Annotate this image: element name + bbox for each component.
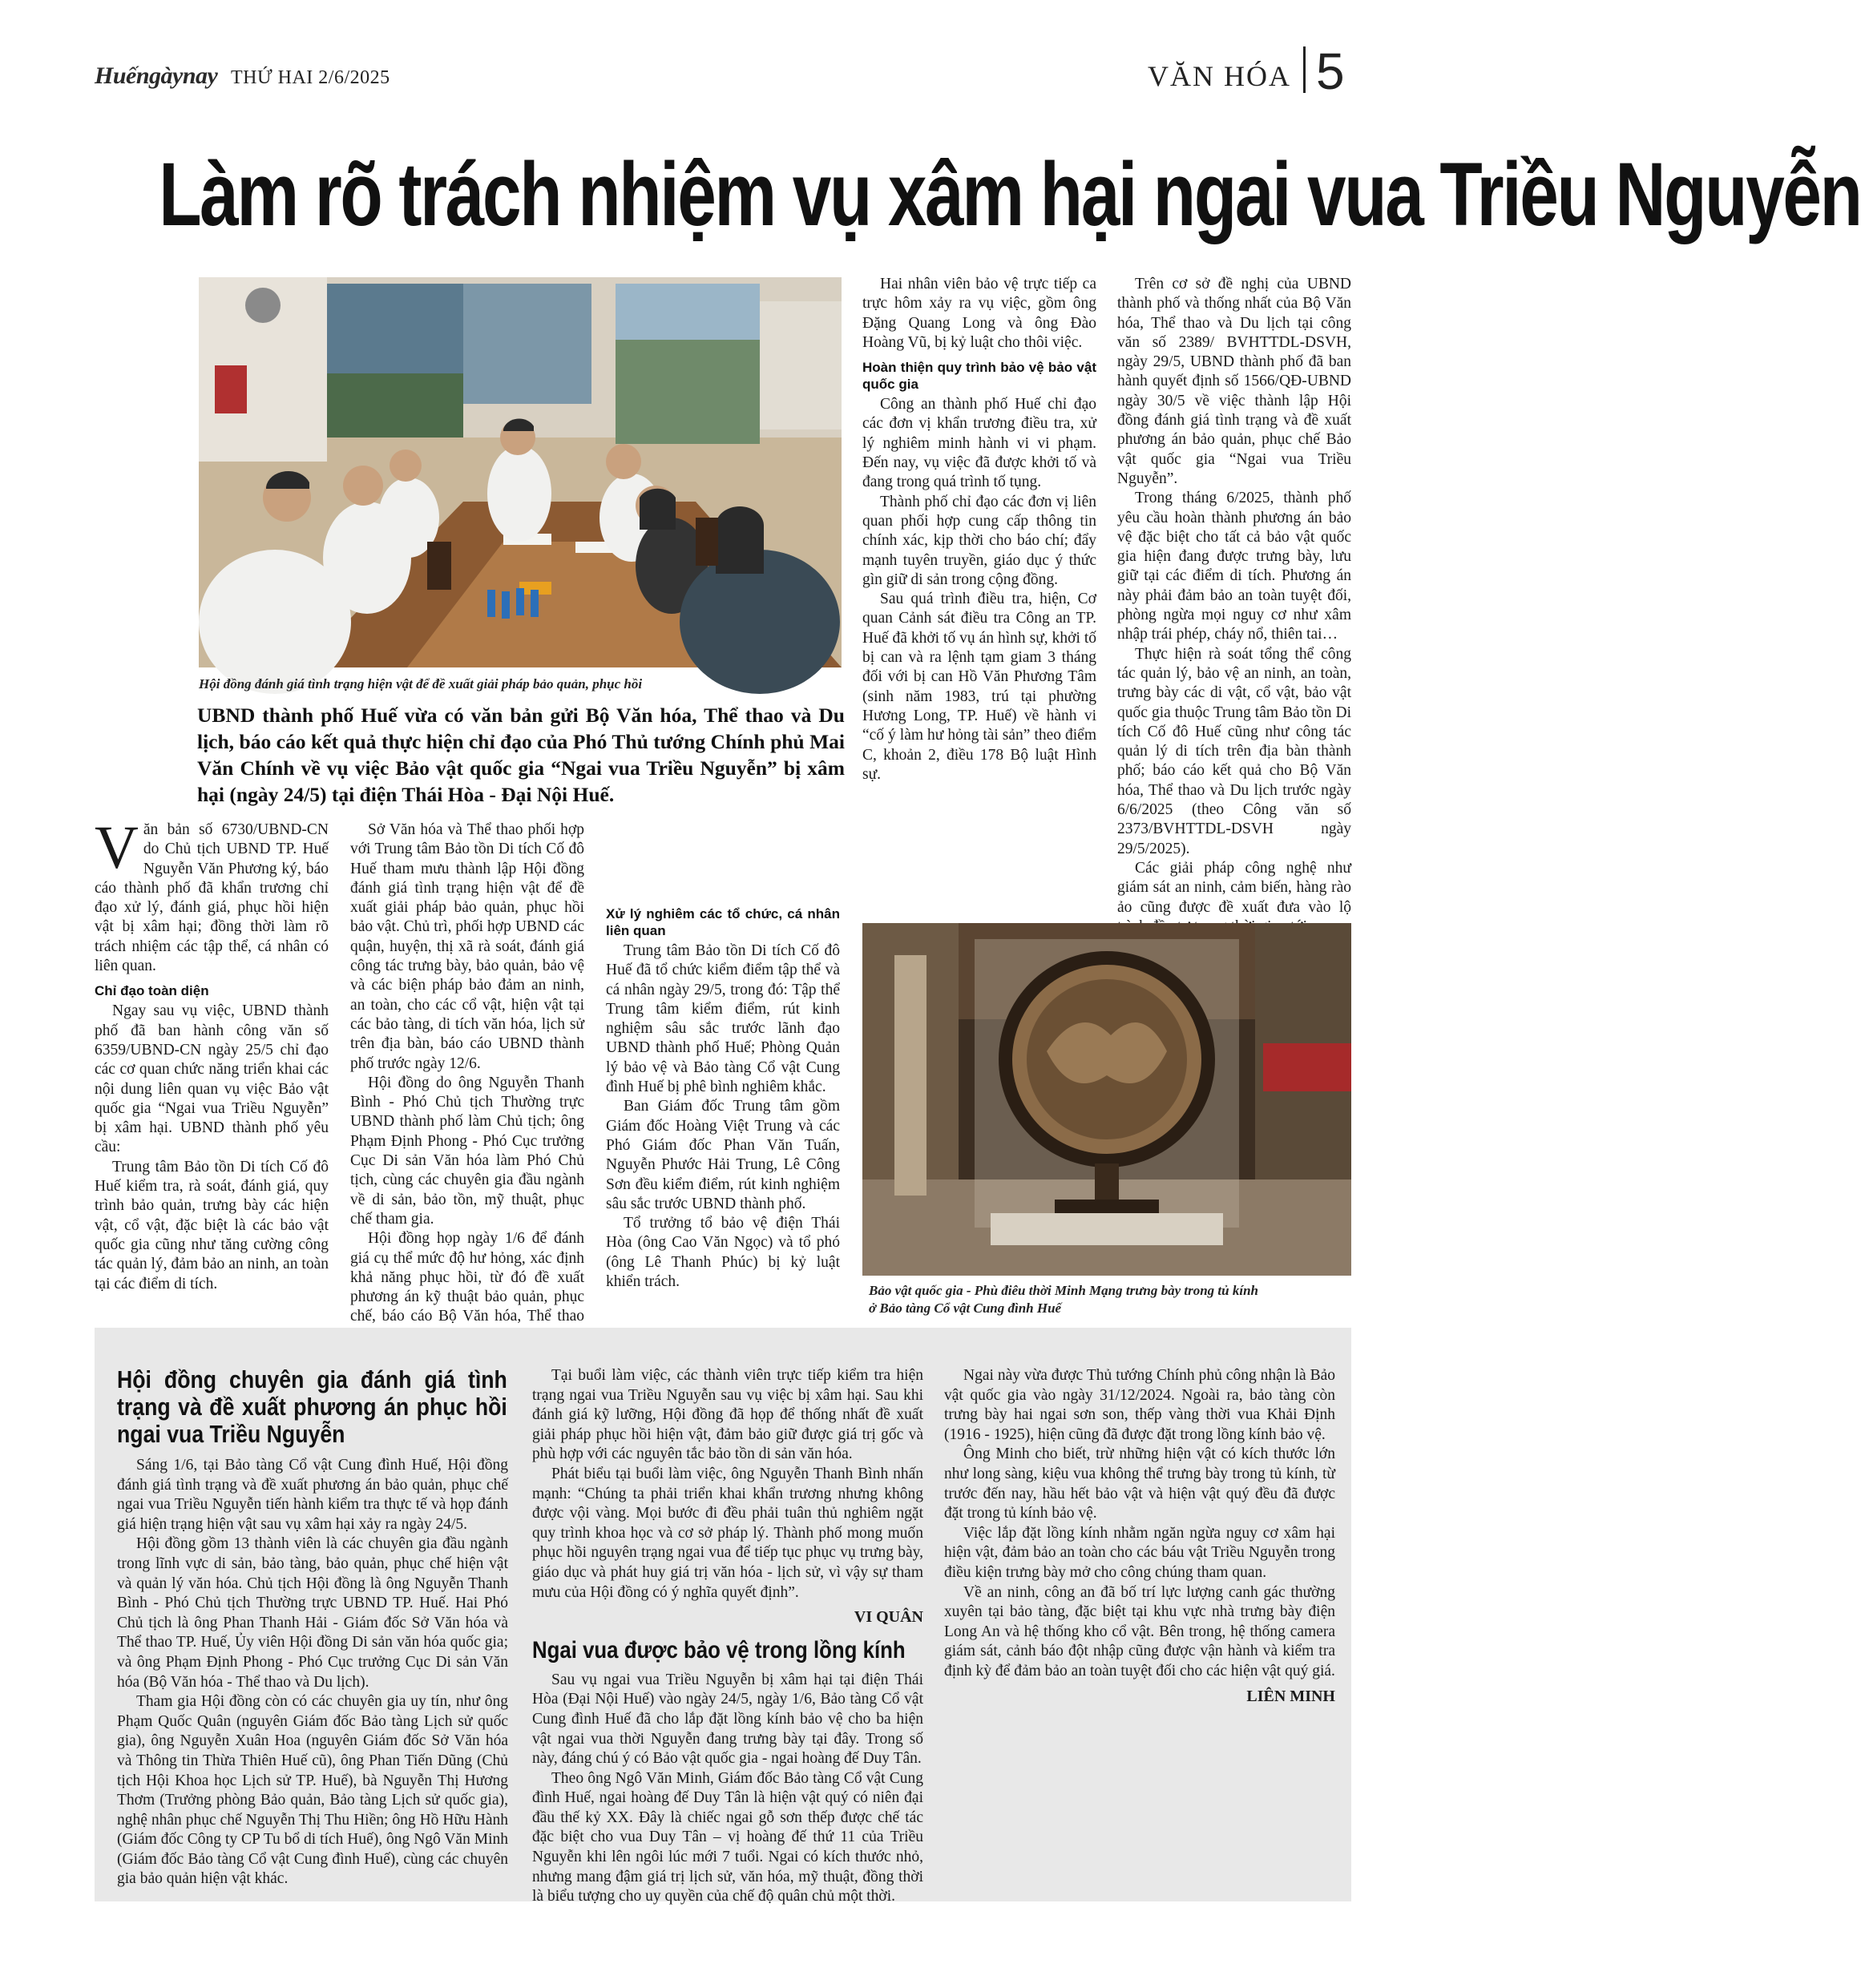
article-paragraph: Hội đồng họp ngày 1/6 để đánh giá cụ thể mức độ hư hỏng, xác định khả năng phục hồi, từ đó đề xuất phương án kỹ thuật bảo quản, phục chế, báo cáo Bộ Văn hóa, Thể thao (350, 1230, 584, 1325)
relief-photo (862, 923, 1351, 1276)
box-title: Hội đồng chuyên gia đánh giá tình trạng và đề xuất phương án phục hồi ngai vua Triều Nguyễn (117, 1365, 507, 1448)
author-sign: VI QUÂN (854, 1608, 923, 1627)
box-paragraph: Theo ông Ngô Văn Minh, Giám đốc Bảo tàng Cổ vật Cung đình Huế, ngai hoàng đế Duy Tân là hiện vật quý có niên đại đầu thế kỷ XX. Đây là chiếc ngai gỗ sơn thếp được chế tác đặc biệt cho vua Duy Tân – vị hoàng đế thứ 11 của Triều Nguyễn khi lên ngôi lúc mới 7 tuổi. Ngai có kích thước nhỏ, nhưng mang đậm giá trị lịch sử, văn hóa, mỹ thuật, đồng thời là biểu tượng cho uy quyền của chế độ quân chủ một thời. (532, 1769, 923, 1905)
page-number: 5 (1316, 42, 1345, 100)
article-paragraph: Công an thành phố Huế chỉ đạo các đơn vị khẩn trương điều tra, xử lý nghiêm minh hành vi vi phạm. Đến nay, vụ việc đã được khởi tố và đang trong quá trình tố tụng. (862, 396, 1096, 491)
meeting-photo (199, 277, 842, 667)
article-paragraph: Trong tháng 6/2025, thành phố yêu cầu hoàn thành phương án bảo vệ đặc biệt cho tất cả bảo vật quốc gia hiện đang được trưng bày, lưu giữ tại các điểm di tích. Phương án này phải đảm bảo an toàn tuyệt đối, phòng ngừa mọi nguy cơ như xâm nhập trái phép, cháy nổ, thiên tai… (1117, 490, 1351, 643)
lead-paragraph: UBND thành phố Huế vừa có văn bản gửi Bộ Văn hóa, Thể thao và Du lịch, báo cáo kết quả thực hiện chỉ đạo của Phó Thủ tướng Chính phủ Mai Văn Chính về vụ việc Bảo vật quốc gia “Ngai vua Triều Nguyễn” bị xâm hại (ngày 24/5) tại điện Thái Hòa - Đại Nội Huế. (197, 704, 845, 806)
box-paragraph: Sau vụ ngai vua Triều Nguyễn bị xâm hại tại điện Thái Hòa (Đại Nội Huế) vào ngày 24/5, ngày 1/6, Bảo tàng Cổ vật Cung đình Huế đã cho lắp đặt lồng kính bảo vệ cho ba hiện vật ngai vua thời Nguyễn đang trưng bày tại đây. Trong số này, đáng chú ý có Bảo vật quốc gia - ngai hoàng đế Duy Tân. (532, 1671, 923, 1768)
article-column-1 (95, 814, 329, 1294)
article-paragraph: Thực hiện rà soát tổng thể công tác quản lý, bảo vệ an ninh, an toàn, trưng bày các di vật, cổ vật, bảo vật quốc gia thuộc Trung tâm Bảo tồn Di tích Cố đô Huế cũng như công tác quản lý di tích trên địa bàn thành phố; báo cáo kết quả cho Bộ Văn hóa, Thể thao và Du lịch trước ngày 6/6/2025 (theo Công văn số 2373/BVHTTDL-DSVH ngày 29/5/2025). (1117, 645, 1351, 857)
box-subheading: Ngai vua được bảo vệ trong lồng kính (532, 1636, 906, 1663)
masthead-logo: Huếngàynay (95, 63, 218, 89)
box-paragraph: Ngai này vừa được Thủ tướng Chính phủ công nhận là Bảo vật quốc gia vào ngày 31/12/2024. Ngoài ra, bảo tàng còn trưng bày hai ngai sơn son, thếp vàng thời vua Khải Định (1916 - 1925), hiện cũng đã được đặt trong lồng kính bảo vệ. (944, 1367, 1335, 1443)
article-paragraph: Các giải pháp công nghệ như giám sát an ninh, cảm biến, hàng rào ảo cũng được đề xuất đưa vào lộ (1117, 859, 1351, 916)
article-paragraph: Trên cơ sở đề nghị của UBND thành phố và thống nhất của Bộ Văn hóa, Thể thao và Du lịch tại công văn số 2389/ BVHTTDL-DSVH, ngày 29/5, UBND thành phố đã ban hành quyết định số 1566/QĐ-UBND ngày 30/5 về việc thành lập Hội đồng đánh giá tình trạng và đề xuất phương án bảo quản, phục chế Bảo vật quốc gia “Ngai vua Triều Nguyễn”. (1117, 276, 1351, 487)
headline: Làm rõ trách nhiệm vụ xâm hại ngai vua Triều Nguyễn (159, 144, 1861, 244)
drop-cap: V (95, 814, 139, 881)
subheading-xu-ly: Xử lý nghiêm các tổ chức, cá nhân liên quan (606, 906, 840, 938)
box-paragraph: Việc lắp đặt lồng kính nhằm ngăn ngừa nguy cơ xâm hại hiện vật, đảm bảo an toàn cho các báu vật Triều Nguyễn trong điều kiện trưng bày mở cho công chúng tham quan. (944, 1524, 1335, 1581)
article-column-5 (1117, 275, 1351, 964)
box-paragraph: Tham gia Hội đồng còn có các chuyên gia uy tín, như ông Phạm Quốc Quân (nguyên Giám đốc Bảo tàng Lịch sử quốc gia), ông Nguyễn Xuân Hoa (nguyên Giám đốc Sở Văn hóa và Thông tin Thừa Thiên Huế cũ), ông Phan Tiến Dũng (Chủ tịch Hội Khoa học Lịch sử TP. Huế), bà Nguyễn Thị Hương Thơm (Trưởng phòng Bảo quản, Bảo tàng Lịch sử quốc gia), nghệ nhân phục chế Nguyễn Thị Thu Hiền; ông Hồ Hữu Hành (Giám đốc Công ty CP Tu bổ di tích Huế), ông Ngô Văn Minh (Giám đốc Bảo tàng Cổ vật Cung đình Huế), cùng các chuyên gia bảo quản hiện vật khác. (117, 1693, 508, 1888)
subheading-hoan-thien: Hoàn thiện quy trình bảo vệ bảo vật quốc gia (862, 360, 1096, 393)
author-sign: LIÊN MINH (1246, 1687, 1335, 1705)
article-paragraph: Tổ trưởng tổ bảo vệ điện Thái Hòa (ông Cao Văn Ngọc) và tổ phó (ông Lê Thanh Phúc) bị kỷ luật khiển trách. (606, 1215, 840, 1291)
article-paragraph: Hai nhân viên bảo vệ trực tiếp ca trực hôm xảy ra vụ việc, gồm ông Đặng Quang Long và ông Đào Hoàng Vũ, bị kỷ luật cho thôi việc. (862, 276, 1096, 351)
article-column-4 (862, 275, 1096, 784)
article-paragraph: Ban Giám đốc Trung tâm gồm Giám đốc Hoàng Việt Trung và các Phó Giám đốc Phan Văn Tuấn, Nguyễn Phước Hải Trung, Lê Công Sơn đều kiểm điểm, rút kinh nghiệm sâu sắc trước UBND thành phố. (606, 1098, 840, 1212)
article-paragraph: Ngay sau vụ việc, UBND thành phố đã ban hành công văn số 6359/UBND-CN ngày 25/5 chỉ đạo các cơ quan chức năng triển khai các nội dung liên quan vụ việc Bảo vật quốc gia “Ngai vua Triều Nguyễn” bị xâm hại. UBND thành phố yêu cầu: (95, 1002, 329, 1156)
header-divider (1303, 46, 1306, 93)
article-paragraph: Trung tâm Bảo tồn Di tích Cố đô Huế đã tổ chức kiểm điểm tập thể và cá nhân ngày 29/5, trong đó: Tập thể Trung tâm kiểm điểm, rút kinh nghiệm sâu sắc trước lãnh đạo UBND thành phố Huế; Phòng Quản lý bảo vệ và Bảo tàng Cổ vật Cung đình Huế bị phê bình nghiêm khắc. (606, 942, 840, 1096)
relief-photo-illustration (862, 923, 1351, 1276)
article-paragraph: Hội đồng do ông Nguyễn Thanh Bình - Phó Chủ tịch Thường trực UBND thành phố làm Chủ tịch; ông Phạm Định Phong - Phó Cục trưởng Cục Di sản Văn hóa làm Phó Chủ tịch, cùng các chuyên gia đầu ngành về di sản, bảo tồn, mỹ thuật, phục chế tham gia. (350, 1074, 584, 1228)
box-column-1 (117, 1366, 508, 1889)
article-paragraph: Sở Văn hóa và Thể thao phối hợp với Trung tâm Bảo tồn Di tích Cố đô Huế tham mưu thành lập Hội đồng đánh giá tình trạng hiện vật để đề xuất giải pháp bảo quản, phục hồi bảo vật. Chủ trì, phối hợp UBND các quận, huyện, thị xã rà soát, đánh giá công tác trưng bày, bảo quản, bảo vệ và các biện pháp bảo đảm an ninh, an toàn, cho các cổ vật, hiện vật tại các bảo tàng, di tích văn hóa, lịch sử trên địa bàn, báo cáo UBND thành phố trước ngày 12/6. (350, 821, 584, 1072)
article-column-3 (606, 899, 840, 1292)
photo-caption-1: Hội đồng đánh giá tình trạng hiện vật để đề xuất giải pháp bảo quản, phục hồi (199, 676, 643, 692)
article-paragraph: Thành phố chỉ đạo các đơn vị liên quan phối hợp cung cấp thông tin chính xác, kịp thời cho báo chí; đẩy mạnh tuyên truyền, giáo dục ý thức gìn giữ di sản trong cộng đồng. (862, 493, 1096, 588)
article-paragraph: Sau quá trình điều tra, hiện, Cơ quan Cảnh sát điều tra Công an TP. Huế đã khởi tố vụ án hình sự, khởi tố bị can và ra lệnh tạm giam 3 tháng đối với bị can Hồ Văn Phương Tâm (sinh năm 1983, trú tại phường Hương Long, TP. Huế) về hành vi “cố ý làm hư hỏng tài sản” theo điểm C, khoản 2, điều 178 Bộ luật Hình sự. (862, 591, 1096, 783)
article-paragraph: Trung tâm Bảo tồn Di tích Cố đô Huế kiểm tra, rà soát, đánh giá, quy trình bảo quản, trưng bày các hiện vật, cổ vật, đặc biệt là các bảo vật quốc gia cũng như tăng cường công tác quản lý, đảm bảo an ninh, an toàn tại các điểm di tích. (95, 1158, 329, 1292)
box-paragraph: Hội đồng gồm 13 thành viên là các chuyên gia đầu ngành trong lĩnh vực di sản, bảo tàng, bảo quản, phục chế hiện vật và quản lý văn hóa. Chủ tịch Hội đồng là ông Nguyễn Thanh Bình - Phó Chủ tịch Thường trực UBND TP. Huế. Hai Phó Chủ tịch là ông Phan Thanh Hải - Giám đốc Sở Văn hóa và Thể thao TP. Huế, Ủy viên Hội đồng Di sản văn hóa quốc gia; và ông Phạm Định Phong - Phó Cục trưởng Cục Di sản Văn hóa (Bộ Văn hóa - Thể thao và Du lịch). (117, 1535, 508, 1691)
box-column-3 (944, 1366, 1335, 1706)
photo-caption-2: Bảo vật quốc gia - Phù điêu thời Minh Mạng trưng bày trong tủ kính ở Bảo tàng Cổ vật Cung đình Huế (869, 1283, 1258, 1316)
subheading-chi-dao: Chỉ đạo toàn diện (95, 983, 209, 999)
meeting-photo-illustration (199, 277, 842, 667)
box-paragraph: Tại buổi làm việc, các thành viên trực tiếp kiểm tra hiện trạng ngai vua Triều Nguyễn sau vụ việc bị xâm hại. Sau khi đánh giá kỹ lưỡng, Hội đồng đã họp để thống nhất đề xuất giải pháp phục hồi hiện vật, đảm bảo giữ được giá trị gốc và phù hợp với các nguyên tắc bảo tồn di sản văn hóa. (532, 1367, 923, 1463)
box-paragraph: Ông Minh cho biết, trừ những hiện vật có kích thước lớn như long sàng, kiệu vua không thể trưng bày trong tủ kính, từ trước đến nay, hầu hết bảo vật và hiện vật quý đều đã được đặt trong tủ kính bảo vệ. (944, 1446, 1335, 1522)
article-paragraph: ăn bản số 6730/UBND-CN do Chủ tịch UBND TP. Huế Nguyễn Văn Phương ký, báo cáo thành phố đã khẩn trương chỉ đạo xử lý, đánh giá, phục hồi hiện vật bị xâm hại; đồng thời làm rõ trách nhiệm các tập thể, cá nhân có liên quan. (95, 821, 329, 975)
issue-date: THỨ HAI 2/6/2025 (231, 67, 390, 88)
box-paragraph: Về an ninh, công an đã bố trí lực lượng canh gác thường xuyên tại bảo tàng, đặc biệt tại khu vực nhà trưng bày điện Long An và hệ thống kho cổ vật. Bên trong, hệ thống camera giám sát, cảnh báo đột nhập cũng được vận hành và kiểm tra định kỳ để đảm bảo an toàn tuyệt đối cho các hiện vật quý giá. (944, 1583, 1335, 1680)
box-paragraph: Phát biểu tại buổi làm việc, ông Nguyễn Thanh Bình nhấn mạnh: “Chúng ta phải triển khai khẩn trương nhưng không được vội vàng. Mọi bước đi đều phải tuân thủ nghiêm ngặt quy trình khoa học và cơ sở pháp lý. Thành phố mong muốn phục hồi nguyên trạng ngai vua để tiếp tục phục vụ trưng bày, giáo dục và phát huy giá trị văn hóa - lịch sử, vì vậy sự tham mưu của Hội đồng có ý nghĩa quyết định”. (532, 1465, 923, 1601)
box-column-2 (532, 1366, 923, 1907)
box-paragraph: Sáng 1/6, tại Bảo tàng Cổ vật Cung đình Huế, Hội đồng đánh giá tình trạng và đề xuất phương án bảo quản, phục chế ngai vua Triều Nguyễn tiến hành kiểm tra thực tế và họp đánh giá hiện trạng hiện vật sau vụ xâm hại xảy ra ngày 24/5. (117, 1457, 508, 1533)
article-column-2 (350, 821, 584, 1346)
section-name: VĂN HÓA (1148, 60, 1291, 92)
